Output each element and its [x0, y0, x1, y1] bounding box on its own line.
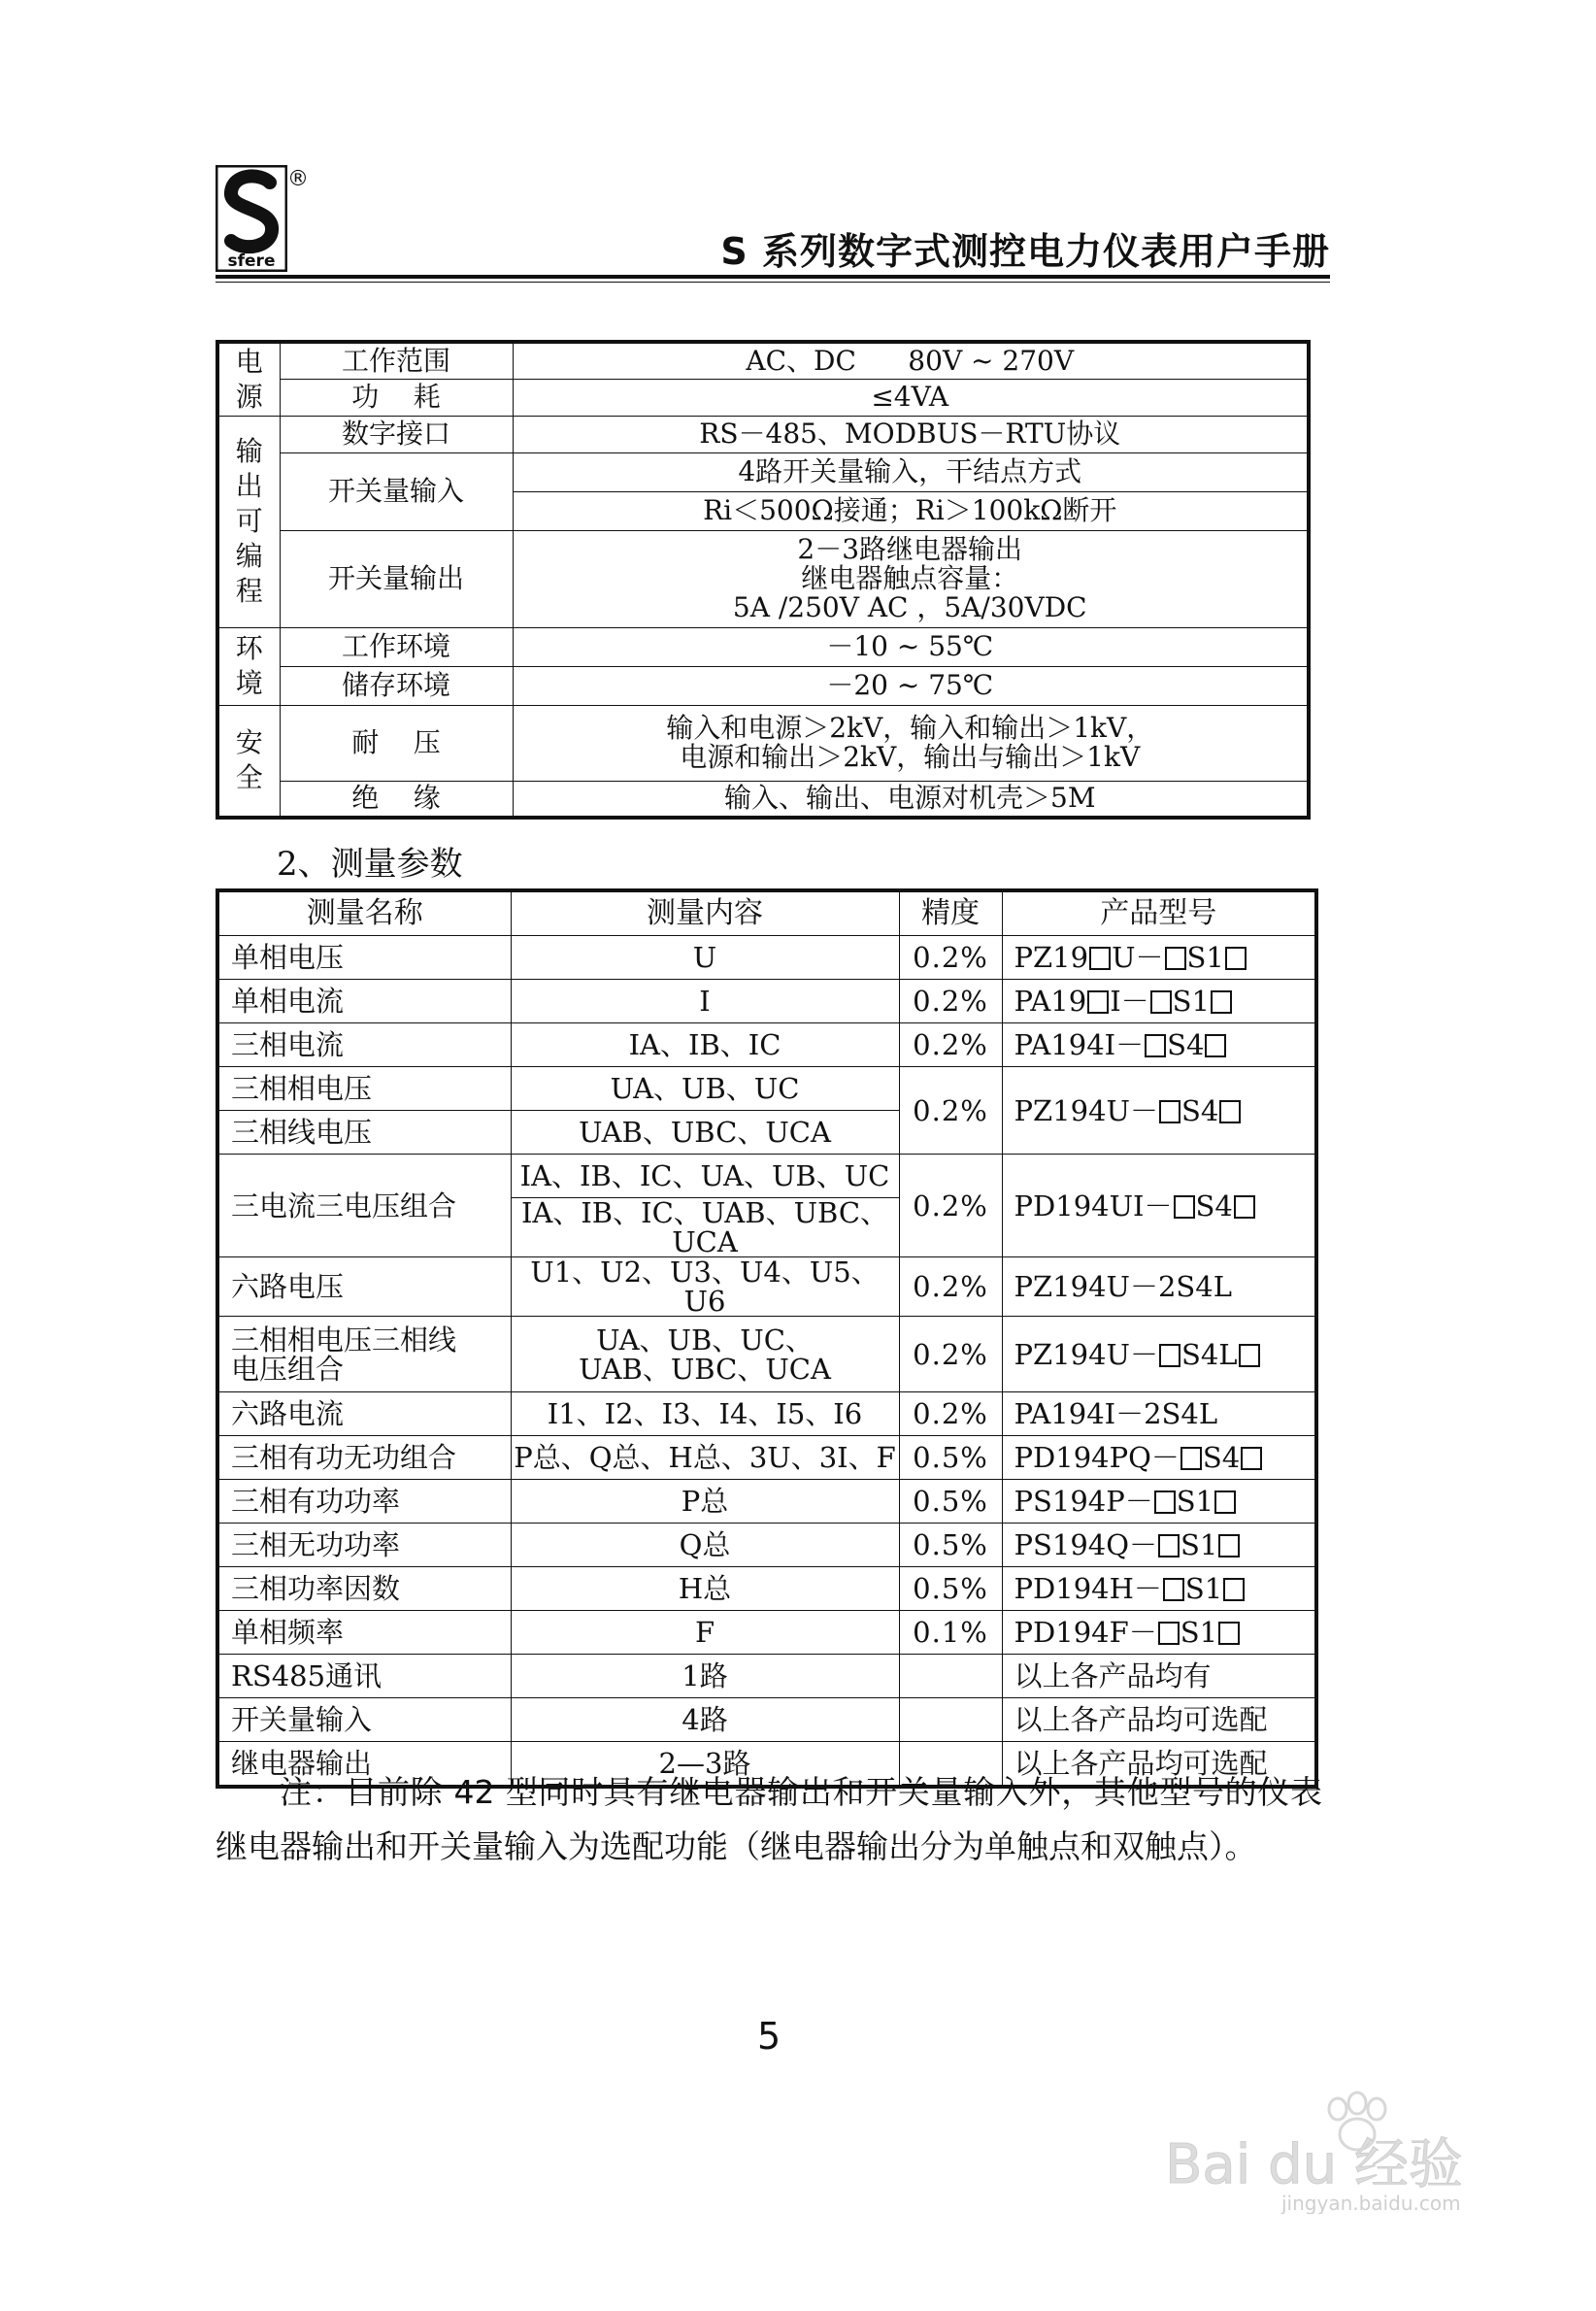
baidu-jingyan-watermark [1165, 2088, 1514, 2214]
blank-box [1218, 1534, 1240, 1557]
col-header: 测量内容 [511, 890, 899, 936]
table-row: 单相电压 U 0.2% PZ19 U－ S1 [217, 936, 1316, 980]
page-title: S 系列数字式测控电力仪表用户手册 [720, 230, 1330, 273]
table-row: RS485通讯 1路 以上各产品均有 [217, 1655, 1316, 1698]
table-row: 三相无功功率 Q总 0.5% PS194Q－ S1 [217, 1524, 1316, 1567]
table-row: 三相线电压 UAB、UBC、UCA [217, 1111, 1316, 1155]
spec-value: 2－3路继电器输出 继电器触点容量： 5A /250V AC ，5A/30VDC [513, 530, 1309, 627]
blank-box [1219, 1100, 1241, 1123]
spec-value: RS－485、MODBUS－RTU协议 [513, 416, 1309, 452]
table-row: 六路电压 U1、U2、U3、U4、U5、U6 0.2% PZ194U－2S4L [217, 1257, 1316, 1317]
table-row: 三相有功无功组合 P总、Q总、H总、3U、3I、F 0.5% PD194PQ－ S4 [217, 1436, 1316, 1480]
blank-box [1241, 1447, 1262, 1470]
spec-name: 耐 压 [280, 705, 513, 781]
spec-value: －20 ~ 75℃ [513, 666, 1309, 705]
sfere-logo [216, 165, 287, 272]
blank-box [1211, 990, 1232, 1014]
table-row: 三相有功功率 P总 0.5% PS194P－ S1 [217, 1480, 1316, 1524]
spec-value: 输入、输出、电源对机壳＞5M [513, 781, 1309, 818]
blank-box [1158, 1622, 1180, 1645]
spec-name: 开关量输出 [280, 530, 513, 627]
category-power: 电 源 [217, 342, 280, 416]
table-row: 单相频率 F 0.1% PD194F－ S1 [217, 1611, 1316, 1655]
spec-name: 功 耗 [280, 379, 513, 416]
spec-value: ≤4VA [513, 379, 1309, 416]
table-row: 继电器输出 2—3路 以上各产品均可选配 [217, 1742, 1316, 1788]
registered-mark: ® [287, 167, 309, 191]
table-row: 单相电流 I 0.2% PA19 I－ S1 [217, 980, 1316, 1023]
table-row: 三相相电压 UA、UB、UC 0.2% PZ194U－ S4 [217, 1067, 1316, 1111]
spec-value: －10 ~ 55℃ [513, 627, 1309, 666]
blank-box [1205, 1034, 1226, 1057]
table-row: 开关量输入 4路 以上各产品均可选配 [217, 1698, 1316, 1742]
header-rule [216, 275, 1330, 279]
spec-name: 工作环境 [280, 627, 513, 666]
blank-box [1225, 947, 1247, 970]
blank-box [1223, 1578, 1245, 1601]
spec-name: 数字接口 [280, 416, 513, 452]
spec-value: AC、DC 80V ~ 270V [513, 342, 1309, 379]
blank-box [1159, 1344, 1180, 1367]
spec-value: 4路开关量输入，干结点方式 [513, 452, 1309, 491]
spec-value: 输入和电源＞2kV，输入和输出＞1kV， 电源和输出＞2kV，输出与输出＞1kV [513, 705, 1309, 781]
watermark-url: jingyan.baidu.com [1281, 2192, 1461, 2214]
header-rule-thin [216, 282, 1330, 283]
category-output: 输 出 可 编 程 [217, 416, 280, 627]
blank-box [1239, 1344, 1260, 1367]
blank-box [1234, 1195, 1255, 1219]
spec-name: 绝 缘 [280, 781, 513, 818]
blank-box [1214, 1490, 1236, 1514]
table-row: 三相功率因数 H总 0.5% PD194H－ S1 [217, 1567, 1316, 1611]
blank-box [1150, 990, 1172, 1014]
measure-table [216, 888, 1318, 1789]
spec-name: 储存环境 [280, 666, 513, 705]
page-number: 5 [757, 2015, 781, 2058]
spec-value: Ri＜500Ω接通；Ri＞100kΩ断开 [513, 491, 1309, 530]
table-row: 三电流三电压组合 IA、IB、IC、UA、UB、UC 0.2% PD194UI－ S4 [217, 1155, 1316, 1198]
section-title: 2、测量参数 [277, 845, 463, 884]
category-environment: 环 境 [217, 627, 280, 705]
table-row: 六路电流 I1、I2、I3、I4、I5、I6 0.2% PA194I－2S4L [217, 1392, 1316, 1436]
table-row: 三相电流 IA、IB、IC 0.2% PA194I－ S4 [217, 1023, 1316, 1067]
watermark-brand: Bai du 经验 [1165, 2133, 1463, 2196]
blank-box [1174, 1195, 1195, 1219]
blank-box [1089, 947, 1111, 970]
table-row: 三相相电压三相线 电压组合 UA、UB、UC、 UAB、UBC、UCA 0.2% PZ194U－ S4L [217, 1317, 1316, 1392]
col-header: 产品型号 [1002, 890, 1316, 936]
blank-box [1158, 1534, 1180, 1557]
table-row: IA、IB、IC、UAB、UBC、UCA [217, 1198, 1316, 1257]
spec-name: 工作范围 [280, 342, 513, 379]
blank-box [1145, 1034, 1166, 1057]
note-paragraph: 注：目前除 42 型同时具有继电器输出和开关量输入外，其他型号的仪表继电器输出和开关量输入为选配功能（继电器输出分为单触点和双触点）。 [216, 1773, 1322, 1865]
blank-box [1218, 1622, 1240, 1645]
col-header: 测量名称 [217, 890, 511, 936]
blank-box [1163, 1578, 1184, 1601]
spec-table [216, 340, 1311, 820]
blank-box [1154, 1490, 1176, 1514]
spec-name: 开关量输入 [280, 452, 513, 530]
blank-box [1087, 990, 1109, 1014]
blank-box [1165, 947, 1186, 970]
category-safety: 安 全 [217, 705, 280, 818]
blank-box [1180, 1447, 1202, 1470]
logo-text: sfere [227, 251, 276, 271]
blank-box [1159, 1100, 1180, 1123]
col-header: 精度 [899, 890, 1002, 936]
